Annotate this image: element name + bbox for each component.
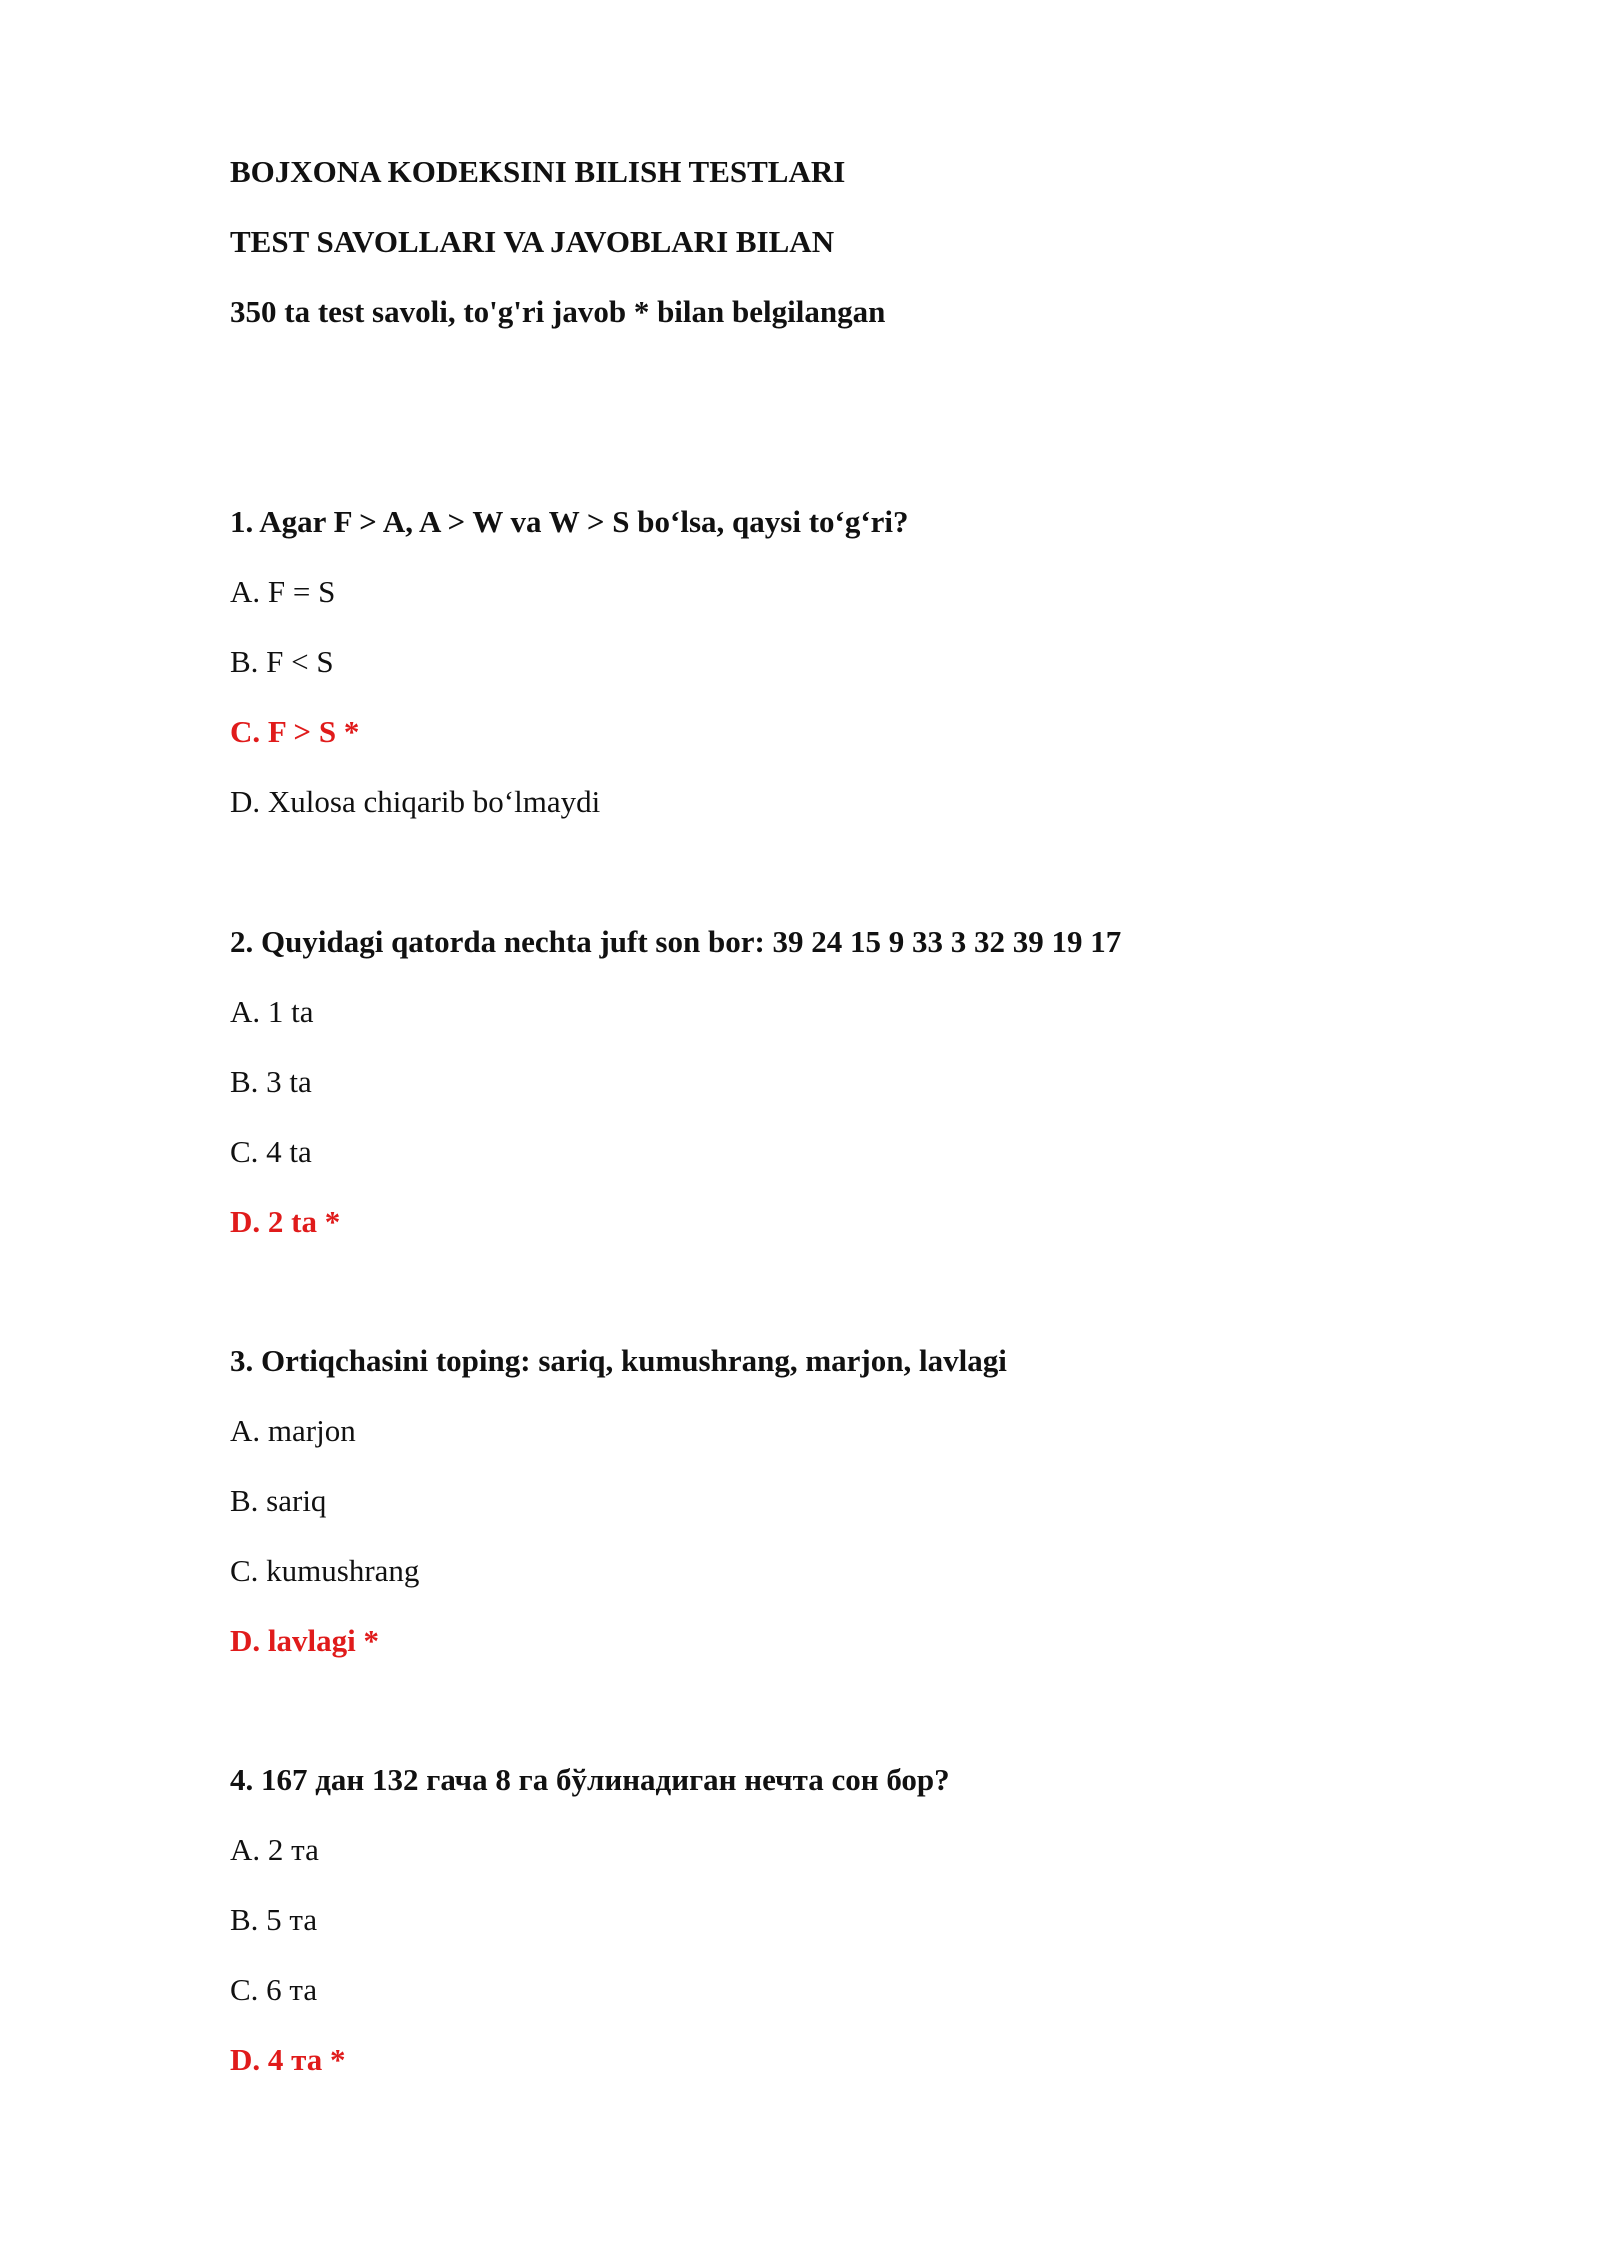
question-4-option-c: C. 6 та bbox=[230, 1972, 318, 2007]
question-1-option-b: B. F < S bbox=[230, 644, 334, 679]
document-title: BOJXONA KODEKSINI BILISH TESTLARI bbox=[230, 154, 846, 189]
question-1-text: 1. Agar F > A, A > W va W > S bo‘lsa, qaysi to‘g‘ri? bbox=[230, 504, 909, 539]
question-3-text: 3. Ortiqchasini toping: sariq, kumushrang, marjon, lavlagi bbox=[230, 1343, 1007, 1378]
question-2-option-d-correct: D. 2 ta * bbox=[230, 1204, 341, 1239]
question-1-option-a: A. F = S bbox=[230, 574, 336, 609]
question-1-option-c-correct: C. F > S * bbox=[230, 714, 360, 749]
question-3-option-b: B. sariq bbox=[230, 1483, 327, 1518]
question-3-option-a: A. marjon bbox=[230, 1413, 356, 1448]
question-3-option-d-correct: D. lavlagi * bbox=[230, 1623, 379, 1658]
question-3-option-c: C. kumushrang bbox=[230, 1553, 420, 1588]
question-2-option-b: B. 3 ta bbox=[230, 1064, 312, 1099]
question-4-option-b: B. 5 та bbox=[230, 1902, 318, 1937]
question-4-option-a: A. 2 та bbox=[230, 1832, 319, 1867]
question-4-text: 4. 167 дан 132 гача 8 га бўлинадиган нечта сон бор? bbox=[230, 1762, 950, 1797]
document-note: 350 ta test savoli, to'g'ri javob * bilan belgilangan bbox=[230, 294, 886, 329]
question-1-option-d: D. Xulosa chiqarib bo‘lmaydi bbox=[230, 784, 601, 819]
question-2-option-c: C. 4 ta bbox=[230, 1134, 312, 1169]
document-subtitle: TEST SAVOLLARI VA JAVOBLARI BILAN bbox=[230, 224, 835, 259]
question-4-option-d-correct: D. 4 та * bbox=[230, 2042, 346, 2077]
question-2-option-a: A. 1 ta bbox=[230, 994, 314, 1029]
question-2-text: 2. Quyidagi qatorda nechta juft son bor: 39 24 15 9 33 3 32 39 19 17 bbox=[230, 924, 1122, 959]
